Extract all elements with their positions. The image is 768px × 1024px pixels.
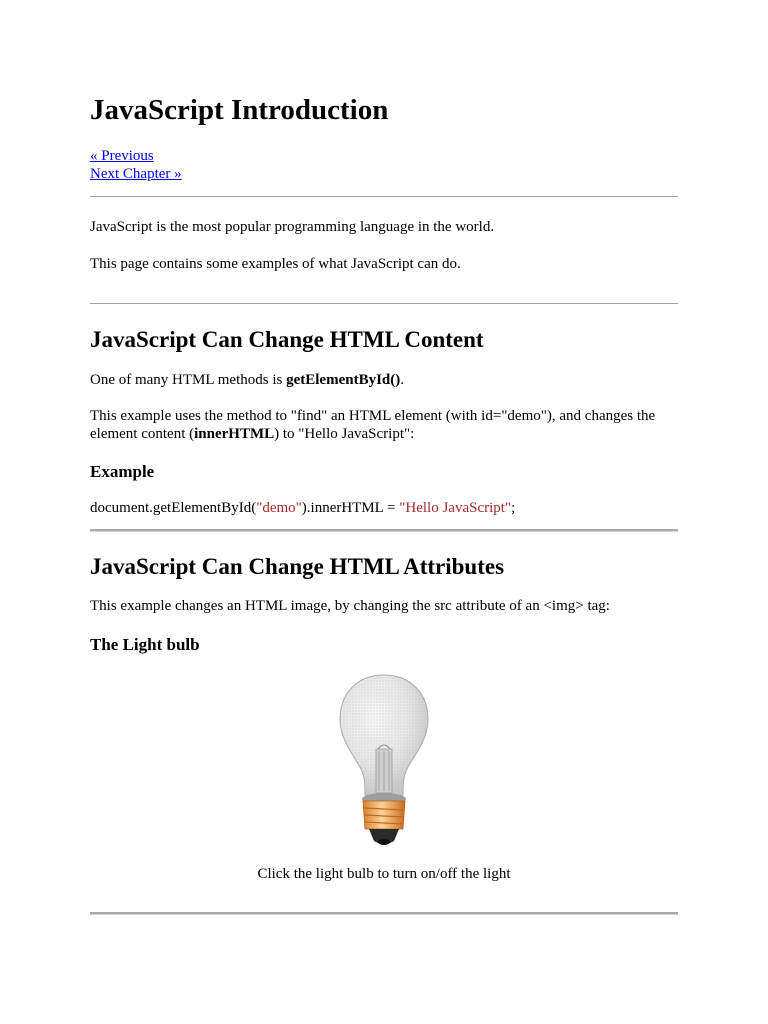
code-example xyxy=(90,499,678,517)
code-part-2: ).innerHTML = xyxy=(301,500,400,516)
example-heading: Example xyxy=(90,462,155,481)
section-heading-content: JavaScript Can Change HTML Content xyxy=(90,327,484,352)
methods-text-end: . xyxy=(400,372,404,388)
light-bulb-caption: Click the light bulb to turn on/off the light xyxy=(257,866,511,882)
example-description-text: This example uses the method to "find" an HTML element (with id="demo"), and changes the element content ( xyxy=(90,408,656,442)
next-chapter-link[interactable]: Next Chapter » xyxy=(90,166,182,182)
intro-paragraph-2: This page contains some examples of what JavaScript can do. xyxy=(90,256,461,272)
code-part-3: ; xyxy=(511,500,516,516)
section-heading-attributes: JavaScript Can Change HTML Attributes xyxy=(90,554,505,579)
light-bulb-heading: The Light bulb xyxy=(90,635,200,654)
example-description xyxy=(90,407,678,443)
methods-text: One of many HTML methods is xyxy=(90,372,287,388)
example-description-end: ) to "Hello JavaScript": xyxy=(274,426,415,442)
methods-paragraph xyxy=(90,371,678,389)
code-part-1: document.getElementById( xyxy=(90,500,257,516)
divider-top xyxy=(90,196,678,197)
light-bulb-icon xyxy=(334,671,434,849)
divider-example xyxy=(90,529,678,532)
light-bulb-image[interactable] xyxy=(334,671,434,849)
divider-intro xyxy=(90,303,678,304)
previous-link[interactable]: « Previous xyxy=(90,148,154,164)
inner-html-term: innerHTML xyxy=(194,426,275,442)
attributes-paragraph: This example changes an HTML image, by changing the src attribute of an <img> tag: xyxy=(90,598,610,614)
chapter-nav xyxy=(90,147,182,183)
intro-paragraph-1: JavaScript is the most popular programming language in the world. xyxy=(90,219,495,235)
method-name: getElementById() xyxy=(286,372,401,388)
page-title: JavaScript Introduction xyxy=(90,94,389,126)
code-string-demo: "demo" xyxy=(256,500,302,516)
divider-bottom xyxy=(90,912,678,915)
code-string-hello: "Hello JavaScript" xyxy=(399,500,512,516)
